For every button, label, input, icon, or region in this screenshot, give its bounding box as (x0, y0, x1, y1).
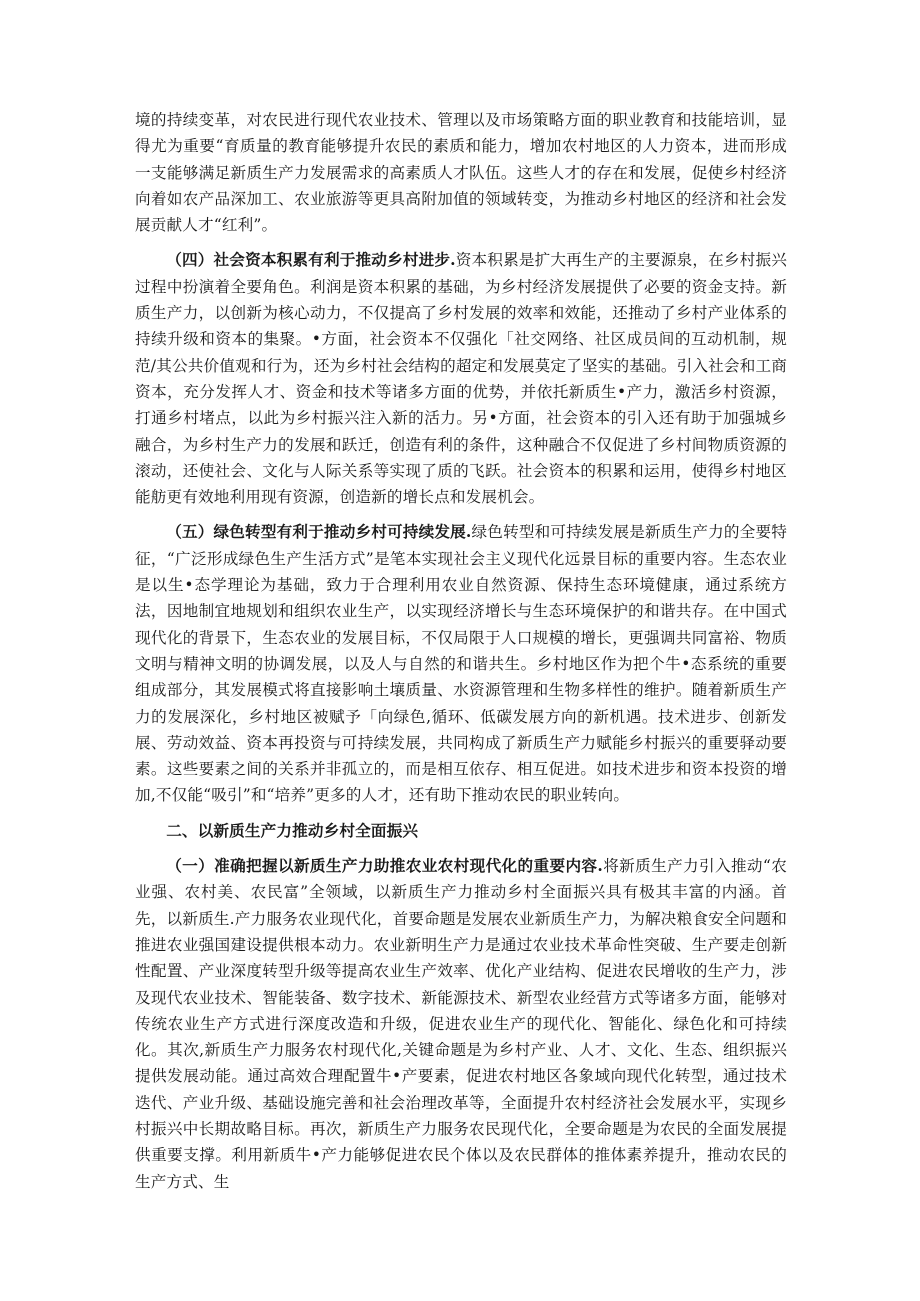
paragraph-body: 资本积累是扩大再生产的主要源泉，在乡村振兴过程中扮演着全要角色。利润是资本积累的基础，为乡村经济发展提供了必要的资金支持。新质生产力，以创新为核心动力，不仅提高了乡村发展的效率和效能，还推动了乡村产业体系的持续升级和资本的集聚。•方面，社会资本不仅强化「社交网络、社区成员间的互动机制，规范/其公共价值观和行为，还为乡村社会结构的超定和发展莫定了坚实的基础。引入社会和工商资本，充分发挥人才、资金和技术等诸多方面的优势，并依托新质生•产力，激活乡村资源，打通乡村堵点，以此为乡村振兴注入新的活力。另•方面，社会资本的引入还有助于加强城乡融合，为乡村生产力的发展和跃迁，创造有利的条件，这种融合不仅促进了乡村间物质资源的滚动，还使社会、文化与人际关系等实现了质的飞跃。社会资本的积累和运用，使得乡村地区能舫更有效地利用现有资源，创造新的增长点和发展机会。 (135, 251, 787, 507)
paragraph-lead: （一）准确把握以新质生产力助推农业农村现代化的重要内容. (166, 856, 603, 876)
paragraph-lead: （五）绿色转型有利于推动乡村可持续发展. (166, 522, 472, 542)
paragraph-body: 将新质生产力引入推动“农业强、农村美、农民富”全领域，以新质生产力推动乡村全面振兴具有极其丰富的内涵。首先，以新质生.产力服务农业现代化，首要命题是发展农业新质生产力，为解决粮食安全问题和推进农业强国建设提供根本动力。农业新明生产力是通过农业技术革命性突破、生产要走创新性配置、产业深度转型升级等提高农业生产效率、优化产业结构、促进农民增收的生产力，涉及现代农业技术、智能装备、数字技术、新能源技术、新型农业经营方式等诸多方面，能够对传统农业生产方式进行深度改造和升级，促进农业生产的现代化、智能化、绿色化和可持续化。其次,新质生产力服务农村现代化,关键命题是为乡村产业、人才、文化、生态、组织振兴提供发展动能。通过高效合理配置牛•产要素，促进农村地区各象域向现代化转型，通过技术迭代、产业升级、基础设施完善和社会治理改革等，全面提升农村经济社会发展水平，实现乡村振兴中长期故略目标。再次，新质生产力服务农民现代化，全要命题是为农民的全面发展提供重要支撑。利用新质牛•产力能够促进农民个体以及农民群体的推体素养提升，推动农民的生产方式、生 (135, 857, 787, 1191)
paragraph-body: 境的持续变革，对农民进行现代农业技术、管理以及市场策略方面的职业教育和技能培训，显得尤为重要“育质量的教育能够提升农民的素质和能力，增加农村地区的人力资本，进而形成一支能够满足新质生产力发展需求的高素质人才队伍。这些人才的存在和发展，促使乡村经济向着如农产品深加工、农业旅游等更具高附加值的领域转变，为推动乡村地区的经济和社会发展贡献人才“红利”。 (135, 111, 787, 235)
section-heading: 二、以新质生产力推动乡村全面振兴 (166, 820, 419, 840)
document-page (135, 107, 787, 1204)
paragraph-social-capital (135, 247, 787, 510)
paragraph-green-transition (135, 519, 787, 808)
paragraph-body: 绿色转型和可持续发展是新质生产力的全要特征，“广泛形成绿色生产生活方式”是笔本实现社会主义现代化远景目标的重要内容。生态农业是以生•态学理论为基础，致力于合理利用农业自然资源、保持生态环境健康，通过系统方法，因地制宜地规划和组织农业生产，以实现经济增长与生态环境保护的和谐共存。在中国式现代化的背景下，生态农业的发展目标，不仅局限于人口规模的增长，更强调共同富裕、物质文明与精神文明的协调发展，以及人与自然的和谐共生。乡村地区作为把个牛•态系统的重要组成部分，其发展模式将直接影响土壤质量、水资源管理和生物多样性的维护。随着新质生产力的发展深化，乡村地区被赋予「向绿色,循环、低碳发展方向的新机遇。技术进步、创新发展、劳动效益、资本再投资与可持续发展，共同构成了新质生产力赋能乡村振兴的重要驿动要素。这些要素之间的关系并非孤立的，而是相互依存、相互促进。如技术进步和资本投资的增加,不仅能“吸引”和“培养”更多的人才，还有助下推动农民的职业转向。 (135, 523, 787, 805)
paragraph-lead: （四）社会资本积累有利于推动乡村进步. (166, 250, 456, 270)
paragraph-modernization (135, 853, 787, 1195)
paragraph-continuation (135, 107, 787, 238)
